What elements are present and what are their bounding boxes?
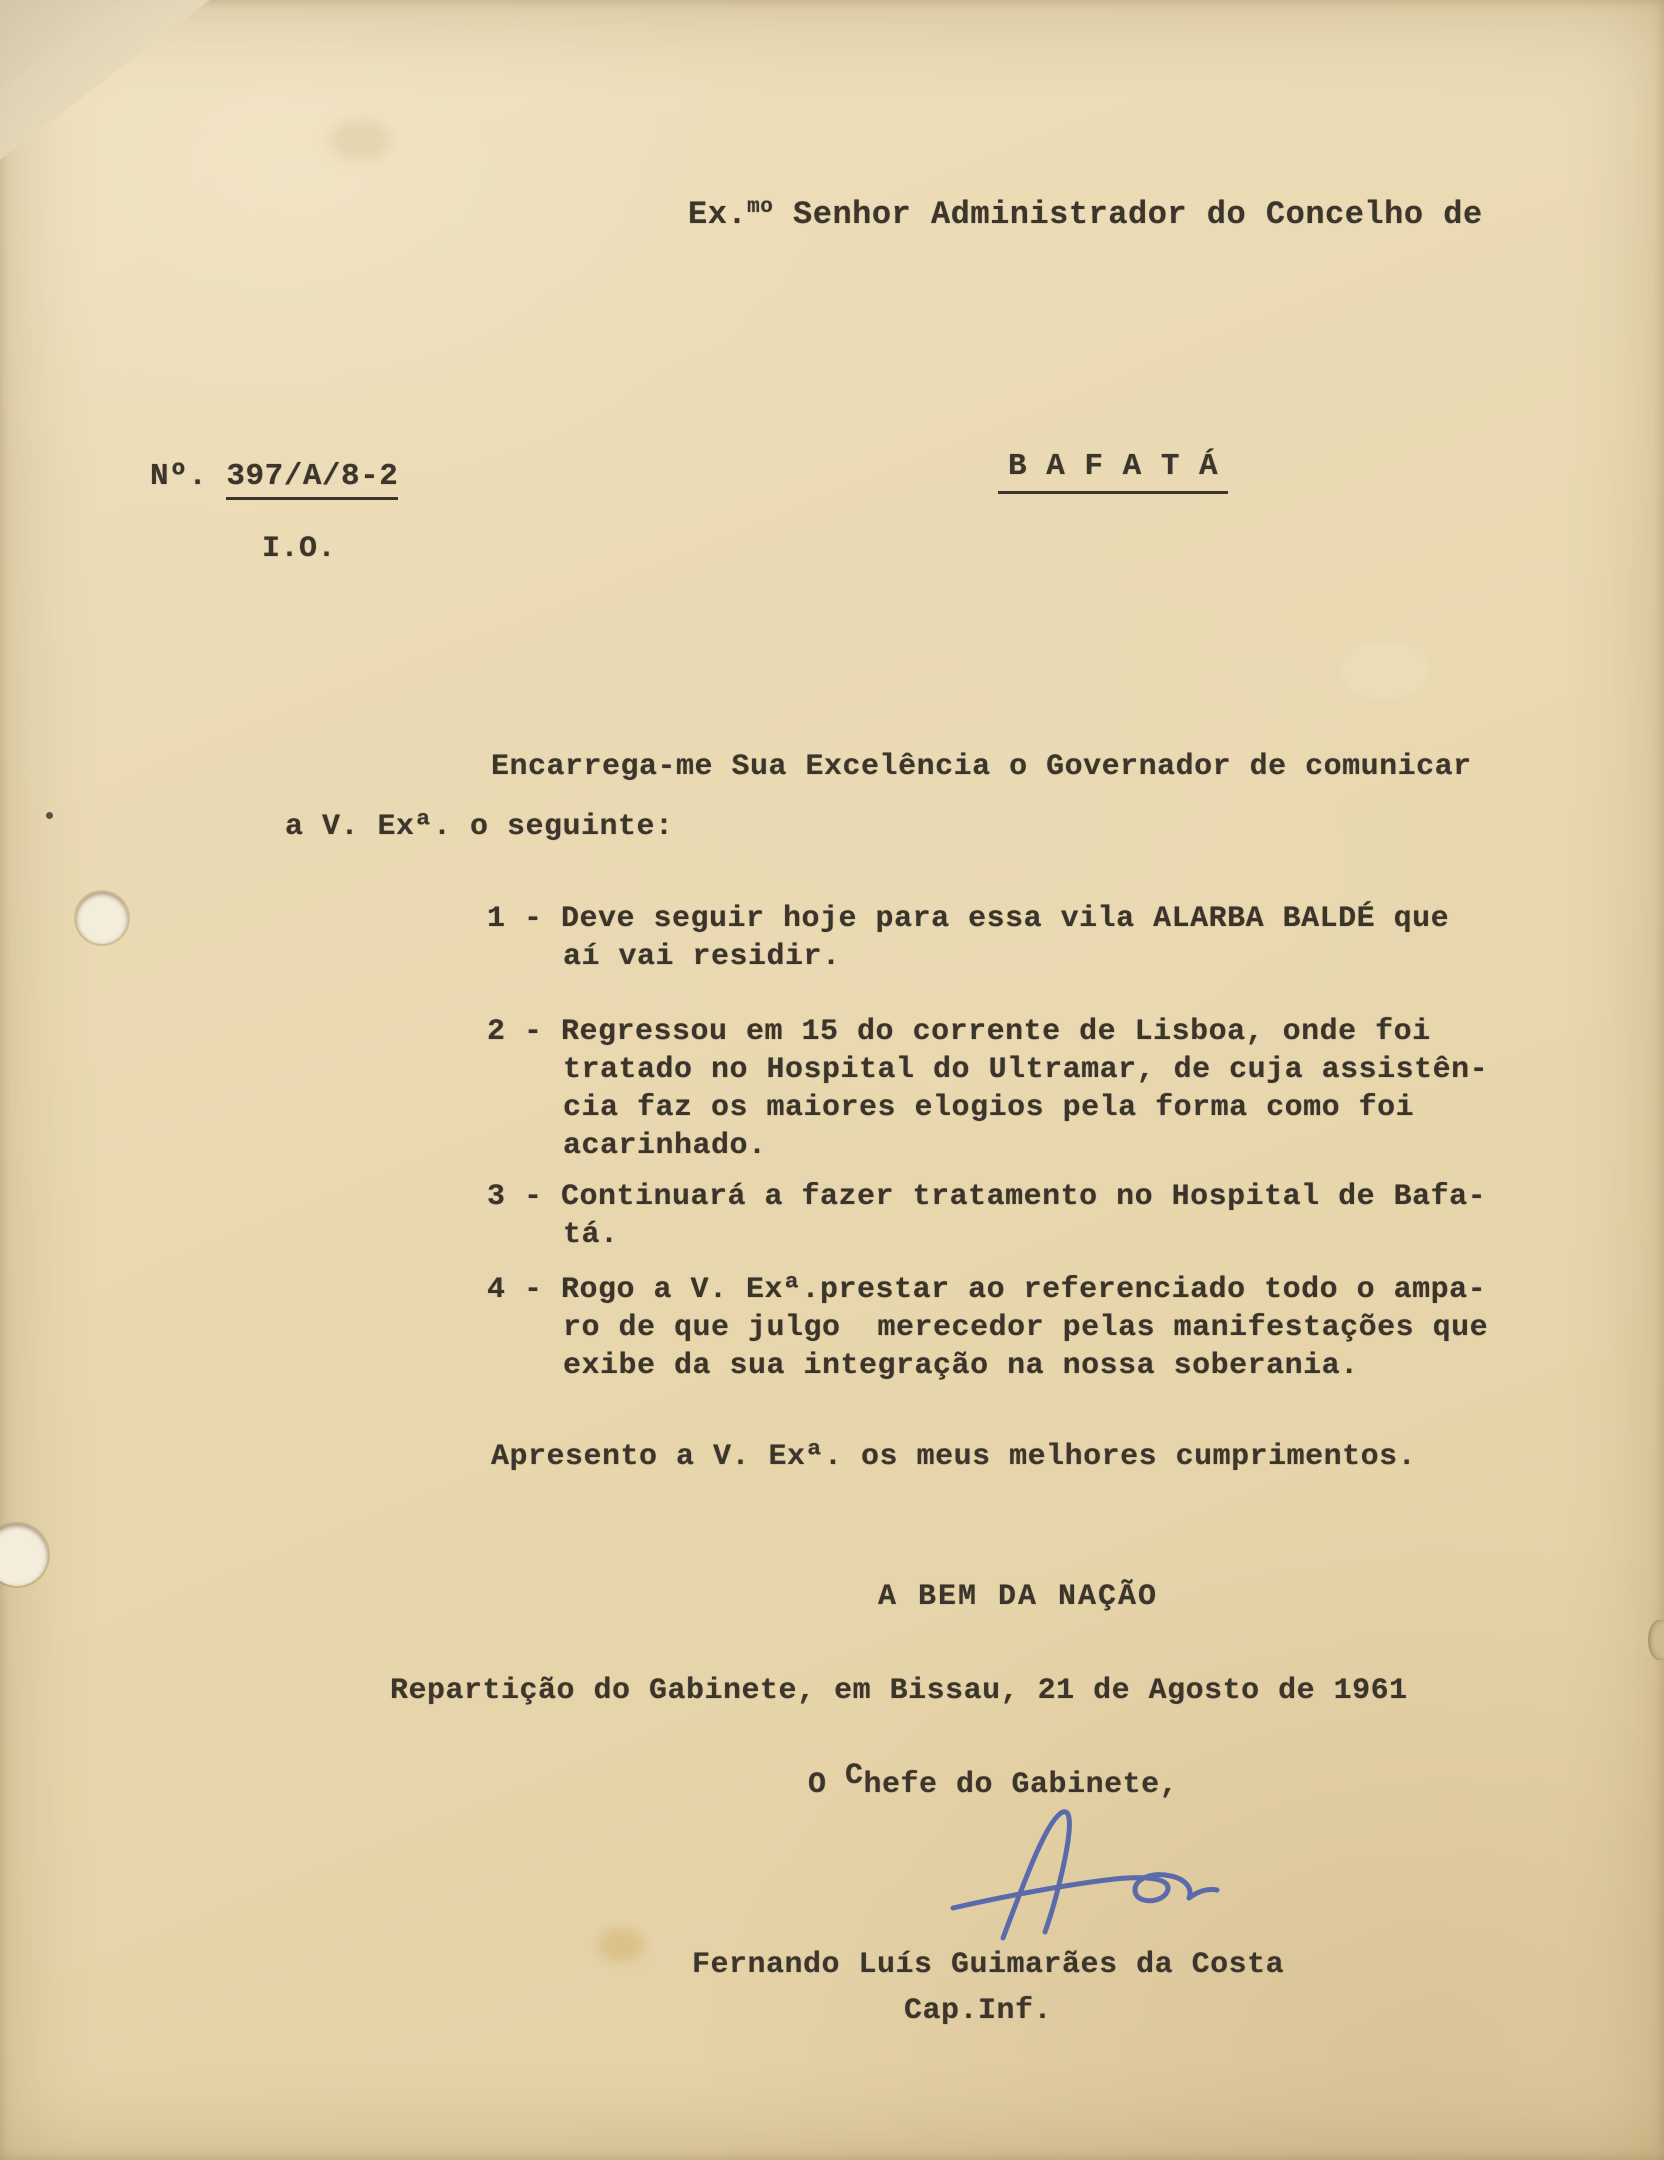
list-item-2 (487, 1013, 1488, 1165)
signer-title-rest: hefe do Gabinete, (863, 1768, 1179, 1802)
signer-name: Fernando Luís Guimarães da Costa (692, 1948, 1285, 1982)
addressee-line (688, 196, 1483, 238)
addressee-rest: Senhor Administrador do Concelho de (773, 196, 1483, 233)
item-line: acarinhado. (563, 1129, 767, 1163)
item-line: 1 - Deve seguir hoje para essa vila ALARBA BALDÉ que (487, 902, 1450, 936)
item-line: tá. (563, 1218, 619, 1252)
punch-hole (0, 1524, 48, 1586)
reference-value: 397/A/8-2 (226, 459, 398, 500)
intro-line-1: Encarrega-me Sua Excelência o Governador de comunicar (491, 750, 1472, 784)
signer-rank: Cap.Inf. (904, 1994, 1053, 2028)
item-line: aí vai residir. (563, 940, 841, 974)
clerk-initials: I.O. (262, 532, 337, 566)
item-line: 3 - Continuará a fazer tratamento no Hospital de Bafa- (487, 1180, 1487, 1214)
item-line: exibe da sua integração na nossa soberania. (563, 1349, 1359, 1383)
signer-title-prefix: O (808, 1768, 846, 1802)
worn-corner (0, 0, 210, 160)
item-line: 2 - Regressou em 15 do corrente de Lisboa, onde foi (487, 1015, 1431, 1049)
list-item-1 (487, 900, 1449, 976)
item-line: tratado no Hospital do Ultramar, de cuja assistên- (563, 1053, 1489, 1087)
punch-hole (76, 892, 128, 944)
item-line: cia faz os maiores elogios pela forma como foi (563, 1091, 1415, 1125)
motto: A BEM DA NAÇÃO (878, 1580, 1159, 1614)
paper-stain (1340, 640, 1430, 700)
intro-line-2: a V. Exª. o seguinte: (285, 810, 674, 844)
dateline: Repartição do Gabinete, em Bissau, 21 de Agosto de 1961 (390, 1674, 1408, 1708)
list-item-3 (487, 1178, 1486, 1254)
reference-number (150, 458, 398, 496)
edge-tear (1648, 1620, 1664, 1660)
item-line: ro de que julgo merecedor pelas manifestações que (563, 1311, 1489, 1345)
paper-stain (598, 1928, 644, 1962)
ink-speck (46, 812, 53, 819)
list-item-4 (487, 1271, 1488, 1385)
signer-title (808, 1759, 1179, 1804)
signer-title-capital: C (845, 1759, 864, 1793)
destination-place: B A F A T Á (998, 448, 1228, 494)
paper-stain (330, 120, 390, 160)
addressee-prefix: Ex. (688, 196, 748, 233)
signature-ink (905, 1800, 1245, 1950)
closing-line: Apresento a V. Exª. os meus melhores cumprimentos. (491, 1440, 1417, 1474)
reference-label: Nº. (150, 459, 227, 494)
addressee-superscript: mo (747, 196, 774, 219)
item-line: 4 - Rogo a V. Exª.prestar ao referenciado todo o ampa- (487, 1273, 1487, 1307)
